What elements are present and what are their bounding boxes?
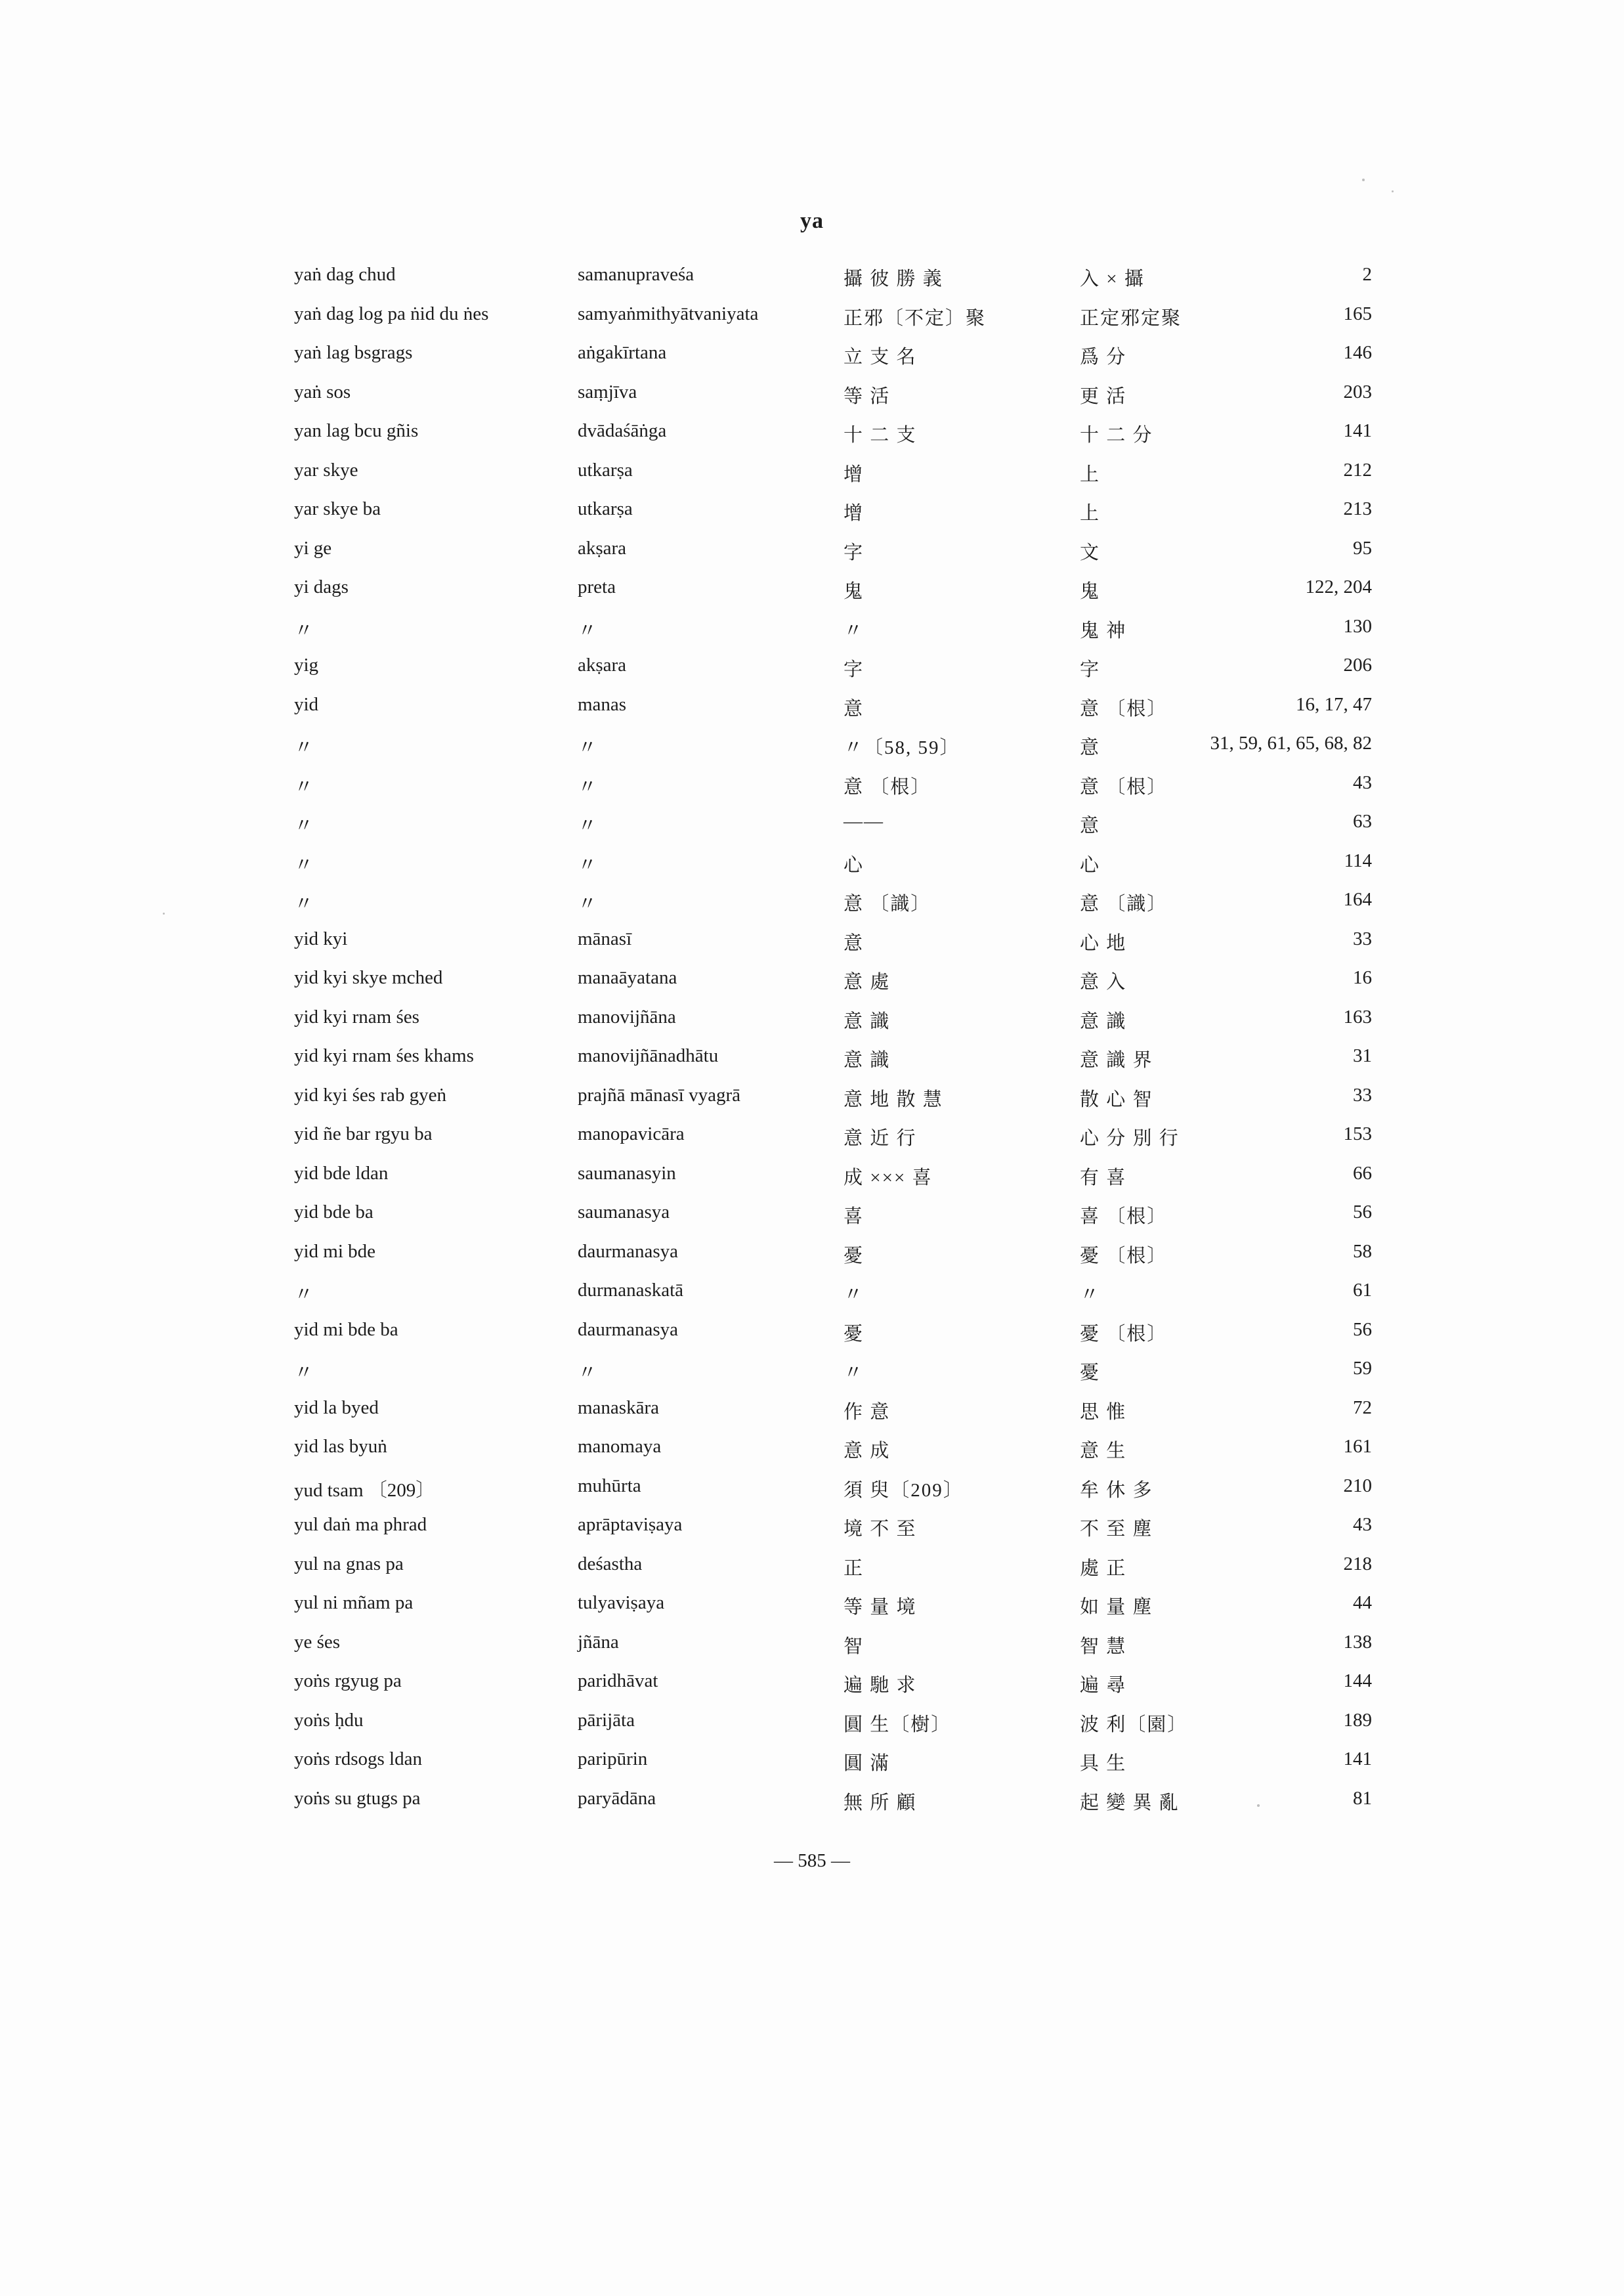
sanskrit-term: samyaṅmithyātvaniyata xyxy=(578,303,759,324)
page-reference: 95 xyxy=(1353,537,1372,559)
chinese-translation-2: 意 入 xyxy=(1080,972,1127,993)
chinese-translation-2: 正定邪定聚 xyxy=(1080,307,1182,329)
sanskrit-term: daurmanasya xyxy=(578,1240,678,1262)
chinese-translation-2: 心 地 xyxy=(1080,932,1127,954)
sanskrit-term: paryādāna xyxy=(578,1787,656,1809)
index-row xyxy=(276,1746,1392,1785)
chinese-translation-2: 憂 〔根〕 xyxy=(1080,1245,1168,1267)
index-row xyxy=(276,457,1392,496)
chinese-translation-1: 增 xyxy=(844,464,865,485)
tibetan-term: yaṅ sos xyxy=(294,381,351,402)
chinese-translation-2: 起 變 異 亂 xyxy=(1080,1792,1180,1813)
chinese-translation-1: 攝 彼 勝 義 xyxy=(844,269,943,290)
tibetan-term: yaṅ dag chud xyxy=(294,264,396,285)
index-row xyxy=(276,1043,1392,1082)
chinese-translation-2: 意 〔根〕 xyxy=(1080,776,1168,798)
chinese-translation-2: 鬼 神 xyxy=(1080,620,1127,641)
sanskrit-term: akṣara xyxy=(578,537,627,559)
page-reference: 210 xyxy=(1343,1475,1372,1496)
page-reference: 61 xyxy=(1353,1280,1372,1301)
index-row xyxy=(276,1121,1392,1160)
chinese-translation-1: 圓 生〔樹〕 xyxy=(844,1714,952,1735)
page-reference: 203 xyxy=(1343,381,1372,402)
chinese-translation-1: 等 量 境 xyxy=(844,1597,917,1618)
index-row xyxy=(276,301,1392,340)
chinese-translation-1: 意 近 行 xyxy=(844,1128,917,1149)
page-reference: 72 xyxy=(1353,1397,1372,1418)
page-reference: 81 xyxy=(1353,1787,1372,1809)
page-reference: 33 xyxy=(1353,1084,1372,1106)
chinese-translation-1: 遍 馳 求 xyxy=(844,1675,917,1696)
index-row xyxy=(276,535,1392,574)
tibetan-term: ye śes xyxy=(294,1631,341,1653)
page-reference: 138 xyxy=(1343,1631,1372,1653)
page-reference: 63 xyxy=(1353,811,1372,832)
chinese-translation-1: 十 二 支 xyxy=(844,425,917,446)
page-reference: 206 xyxy=(1343,655,1372,676)
tibetan-term: yid las byuṅ xyxy=(294,1436,387,1457)
tibetan-term: yid bde ldan xyxy=(294,1162,389,1184)
page-reference: 44 xyxy=(1353,1592,1372,1613)
index-row xyxy=(276,691,1392,731)
index-row xyxy=(276,652,1392,691)
sanskrit-term: jñāna xyxy=(578,1631,619,1653)
chinese-translation-2: 爲 分 xyxy=(1080,347,1127,368)
tibetan-term: 〃 xyxy=(294,815,314,836)
page-reference: 218 xyxy=(1343,1553,1372,1574)
chinese-translation-1: 智 xyxy=(844,1635,865,1657)
page-reference: 16 xyxy=(1353,967,1372,988)
sanskrit-term: manomaya xyxy=(578,1436,662,1457)
tibetan-term: 〃 xyxy=(294,776,314,798)
tibetan-term: yid kyi rnam śes xyxy=(294,1006,419,1028)
chinese-translation-1: 喜 xyxy=(844,1206,865,1227)
page-reference: 122, 204 xyxy=(1305,576,1372,597)
chinese-translation-2: 如 量 塵 xyxy=(1080,1597,1153,1618)
sanskrit-term: saṃjīva xyxy=(578,381,637,402)
tibetan-term: yul ni mñam pa xyxy=(294,1592,414,1613)
chinese-translation-2: 心 分 別 行 xyxy=(1080,1128,1180,1149)
chinese-translation-1: 意 〔根〕 xyxy=(844,776,931,798)
chinese-translation-1: 意 識 xyxy=(844,1050,891,1071)
chinese-translation-2: 波 利〔園〕 xyxy=(1080,1714,1188,1735)
sanskrit-term: 〃 xyxy=(578,894,597,915)
chinese-translation-2: 喜 〔根〕 xyxy=(1080,1206,1168,1227)
sanskrit-term: tulyaviṣaya xyxy=(578,1592,665,1613)
tibetan-term: yid kyi rnam śes khams xyxy=(294,1045,474,1066)
tibetan-term: yoṅs ḥdu xyxy=(294,1709,364,1731)
page-reference: 31, 59, 61, 65, 68, 82 xyxy=(1210,733,1372,754)
tibetan-term: yoṅs rgyug pa xyxy=(294,1670,402,1691)
chinese-translation-1: 〃 xyxy=(844,1362,865,1383)
chinese-translation-2: 智 慧 xyxy=(1080,1635,1127,1657)
scan-speck xyxy=(163,913,165,915)
page-reference: 164 xyxy=(1343,889,1372,910)
index-row xyxy=(276,1785,1392,1825)
tibetan-term: yid kyi skye mched xyxy=(294,967,443,988)
index-row xyxy=(276,769,1392,809)
sanskrit-term: manovijñānadhātu xyxy=(578,1045,719,1066)
sanskrit-term: preta xyxy=(578,576,616,597)
page-reference: 212 xyxy=(1343,459,1372,481)
index-row xyxy=(276,1277,1392,1316)
chinese-translation-2: 上 xyxy=(1080,503,1101,524)
index-row xyxy=(276,730,1392,769)
scan-speck xyxy=(1362,179,1365,181)
chinese-translation-2: 十 二 分 xyxy=(1080,425,1153,446)
tibetan-term: 〃 xyxy=(294,894,314,915)
page-reference: 161 xyxy=(1343,1436,1372,1457)
page-reference: 130 xyxy=(1343,615,1372,637)
index-row xyxy=(276,1707,1392,1746)
page-reference: 146 xyxy=(1343,342,1372,363)
chinese-translation-1: 字 xyxy=(844,659,865,680)
page-reference: 2 xyxy=(1362,264,1372,285)
chinese-translation-2: 入 × 攝 xyxy=(1080,269,1145,290)
sanskrit-term: akṣara xyxy=(578,655,627,676)
page-reference: 165 xyxy=(1343,303,1372,324)
index-row xyxy=(276,339,1392,379)
chinese-translation-1: 意 xyxy=(844,698,865,720)
index-row xyxy=(276,1160,1392,1200)
page-heading: ya xyxy=(800,209,824,233)
page-reference: 144 xyxy=(1343,1670,1372,1691)
chinese-translation-1: 〃 xyxy=(844,620,865,641)
chinese-translation-2: 鬼 xyxy=(1080,581,1101,602)
page-reference: 213 xyxy=(1343,498,1372,519)
page-reference: 114 xyxy=(1344,850,1372,871)
page-reference: 33 xyxy=(1353,928,1372,949)
index-row xyxy=(276,1473,1392,1512)
index-row xyxy=(276,1668,1392,1707)
sanskrit-term: muhūrta xyxy=(578,1475,641,1496)
index-row xyxy=(276,1551,1392,1590)
tibetan-term: yaṅ dag log pa ṅid du ṅes xyxy=(294,303,489,324)
page-reference: 66 xyxy=(1353,1162,1372,1184)
index-row xyxy=(276,1511,1392,1551)
chinese-translation-2: 意 識 界 xyxy=(1080,1050,1153,1071)
chinese-translation-1: 立 支 名 xyxy=(844,347,917,368)
sanskrit-term: pārijāta xyxy=(578,1709,635,1731)
chinese-translation-2: 思 惟 xyxy=(1080,1401,1127,1423)
page-reference: 141 xyxy=(1343,1748,1372,1769)
sanskrit-term: 〃 xyxy=(578,854,597,876)
tibetan-term: yar skye ba xyxy=(294,498,381,519)
sanskrit-term: saumanasya xyxy=(578,1202,670,1223)
page-reference: 43 xyxy=(1353,771,1372,793)
sanskrit-term: manovijñāna xyxy=(578,1006,676,1028)
chinese-translation-1: 意 〔識〕 xyxy=(844,894,931,915)
tibetan-term: 〃 xyxy=(294,1362,314,1383)
sanskrit-term: manaāyatana xyxy=(578,967,677,988)
tibetan-term: yar skye xyxy=(294,459,358,481)
index-table xyxy=(276,261,1392,1824)
tibetan-term: yid xyxy=(294,693,319,715)
index-row xyxy=(276,1629,1392,1668)
chinese-translation-2: 意 xyxy=(1080,737,1101,758)
chinese-translation-1: 意 識 xyxy=(844,1010,891,1032)
tibetan-term: yid mi bde xyxy=(294,1240,376,1262)
index-row xyxy=(276,574,1392,613)
index-row xyxy=(276,808,1392,848)
chinese-translation-2: 心 xyxy=(1080,854,1101,876)
index-row xyxy=(276,1082,1392,1121)
chinese-translation-1: 意 成 xyxy=(844,1440,891,1462)
tibetan-term: yul daṅ ma phrad xyxy=(294,1514,427,1535)
tibetan-term: yi ge xyxy=(294,537,332,559)
chinese-translation-2: 遍 尋 xyxy=(1080,1675,1127,1696)
page-reference: 16, 17, 47 xyxy=(1296,693,1372,715)
sanskrit-term: saumanasyin xyxy=(578,1162,676,1184)
sanskrit-term: paripūrin xyxy=(578,1748,648,1769)
sanskrit-term: aṅgakīrtana xyxy=(578,342,667,363)
sanskrit-term: prajñā mānasī vyagrā xyxy=(578,1084,741,1106)
index-row xyxy=(276,1395,1392,1434)
tibetan-term: yid mi bde ba xyxy=(294,1318,398,1340)
index-row xyxy=(276,1590,1392,1629)
chinese-translation-2: 意 〔根〕 xyxy=(1080,698,1168,720)
chinese-translation-1: 境 不 至 xyxy=(844,1519,917,1540)
tibetan-term: yoṅs rdsogs ldan xyxy=(294,1748,422,1769)
sanskrit-term: 〃 xyxy=(578,737,597,758)
sanskrit-term: 〃 xyxy=(578,620,597,641)
index-row xyxy=(276,261,1392,301)
index-row xyxy=(276,613,1392,653)
tibetan-term: yaṅ lag bsgrags xyxy=(294,342,413,363)
page-reference: 59 xyxy=(1353,1358,1372,1379)
chinese-translation-1: 正邪〔不定〕聚 xyxy=(844,307,987,329)
sanskrit-term: paridhāvat xyxy=(578,1670,658,1691)
index-row xyxy=(276,1316,1392,1356)
index-row xyxy=(276,886,1392,926)
chinese-translation-1: 意 地 散 慧 xyxy=(844,1089,943,1110)
chinese-translation-2: 意 xyxy=(1080,815,1101,836)
chinese-translation-1: 憂 xyxy=(844,1323,865,1345)
index-row xyxy=(276,1355,1392,1395)
chinese-translation-1: 〃 xyxy=(844,1284,865,1305)
index-row xyxy=(276,418,1392,457)
sanskrit-term: utkarṣa xyxy=(578,498,633,519)
index-row xyxy=(276,1433,1392,1473)
chinese-translation-2: 憂 xyxy=(1080,1362,1101,1383)
index-row xyxy=(276,848,1392,887)
index-row xyxy=(276,926,1392,965)
chinese-translation-2: 具 生 xyxy=(1080,1753,1127,1774)
chinese-translation-2: 處 正 xyxy=(1080,1557,1127,1579)
tibetan-term: yid bde ba xyxy=(294,1202,374,1223)
tibetan-term: yud tsam 〔209〕 xyxy=(294,1479,435,1501)
page-number: — 585 — xyxy=(774,1850,850,1871)
tibetan-term: yid la byed xyxy=(294,1397,379,1418)
chinese-translation-2: 散 心 智 xyxy=(1080,1089,1153,1110)
tibetan-term: yul na gnas pa xyxy=(294,1553,404,1574)
chinese-translation-1: 字 xyxy=(844,542,865,563)
tibetan-term: 〃 xyxy=(294,737,314,758)
chinese-translation-1: 〃〔58, 59〕 xyxy=(844,737,960,758)
sanskrit-term: deśastha xyxy=(578,1553,643,1574)
index-row xyxy=(276,379,1392,418)
tibetan-term: yoṅs su gtugs pa xyxy=(294,1787,421,1809)
index-row xyxy=(276,1238,1392,1278)
chinese-translation-1: 增 xyxy=(844,503,865,524)
sanskrit-term: 〃 xyxy=(578,1362,597,1383)
chinese-translation-1: 無 所 顧 xyxy=(844,1792,917,1813)
tibetan-term: 〃 xyxy=(294,620,314,641)
sanskrit-term: 〃 xyxy=(578,815,597,836)
sanskrit-term: dvādaśāṅga xyxy=(578,420,667,441)
sanskrit-term: 〃 xyxy=(578,776,597,798)
chinese-translation-1: 成 ××× 喜 xyxy=(844,1167,933,1188)
page-reference: 56 xyxy=(1353,1202,1372,1223)
sanskrit-term: mānasī xyxy=(578,928,632,949)
chinese-translation-2: 憂 〔根〕 xyxy=(1080,1323,1168,1345)
chinese-translation-1: 須 臾〔209〕 xyxy=(844,1479,964,1501)
tibetan-term: 〃 xyxy=(294,854,314,876)
page-reference: 43 xyxy=(1353,1514,1372,1535)
page-reference: 189 xyxy=(1343,1709,1372,1731)
chinese-translation-1: 鬼 xyxy=(844,581,865,602)
page-reference: 163 xyxy=(1343,1006,1372,1028)
chinese-translation-2: 意 生 xyxy=(1080,1440,1127,1462)
tibetan-term: yig xyxy=(294,655,319,676)
sanskrit-term: durmanaskatā xyxy=(578,1280,684,1301)
tibetan-term: yid ñe bar rgyu ba xyxy=(294,1123,433,1144)
chinese-translation-2: 不 至 塵 xyxy=(1080,1519,1153,1540)
page-reference: 56 xyxy=(1353,1318,1372,1340)
chinese-translation-2: 字 xyxy=(1080,659,1101,680)
sanskrit-term: daurmanasya xyxy=(578,1318,678,1340)
sanskrit-term: manas xyxy=(578,693,627,715)
index-row xyxy=(276,496,1392,535)
chinese-translation-2: 牟 休 多 xyxy=(1080,1479,1153,1501)
chinese-translation-1: 正 xyxy=(844,1557,865,1579)
tibetan-term: yid kyi xyxy=(294,928,348,949)
chinese-translation-1: 意 處 xyxy=(844,972,891,993)
sanskrit-term: utkarṣa xyxy=(578,459,633,481)
sanskrit-term: samanupraveśa xyxy=(578,264,694,285)
chinese-translation-2: 上 xyxy=(1080,464,1101,485)
tibetan-term: yi dags xyxy=(294,576,349,597)
chinese-translation-2: 文 xyxy=(1080,542,1101,563)
page-reference: 31 xyxy=(1353,1045,1372,1066)
chinese-translation-1: —— xyxy=(844,811,884,832)
page-reference: 153 xyxy=(1343,1123,1372,1144)
page-reference: 58 xyxy=(1353,1240,1372,1262)
chinese-translation-1: 心 xyxy=(844,854,865,876)
chinese-translation-2: 〃 xyxy=(1080,1284,1101,1305)
index-row xyxy=(276,1199,1392,1238)
chinese-translation-1: 憂 xyxy=(844,1245,865,1267)
sanskrit-term: manaskāra xyxy=(578,1397,659,1418)
scan-speck xyxy=(1392,190,1394,192)
index-row xyxy=(276,964,1392,1004)
chinese-translation-1: 意 xyxy=(844,932,865,954)
chinese-translation-2: 意 〔識〕 xyxy=(1080,894,1168,915)
chinese-translation-1: 作 意 xyxy=(844,1401,891,1423)
chinese-translation-2: 更 活 xyxy=(1080,385,1127,407)
chinese-translation-1: 圓 滿 xyxy=(844,1753,891,1774)
sanskrit-term: manopavicāra xyxy=(578,1123,685,1144)
tibetan-term: yan lag bcu gñis xyxy=(294,420,419,441)
index-row xyxy=(276,1004,1392,1043)
sanskrit-term: aprāptaviṣaya xyxy=(578,1514,683,1535)
tibetan-term: 〃 xyxy=(294,1284,314,1305)
tibetan-term: yid kyi śes rab gyeṅ xyxy=(294,1084,446,1106)
chinese-translation-2: 意 識 xyxy=(1080,1010,1127,1032)
chinese-translation-2: 有 喜 xyxy=(1080,1167,1127,1188)
page-reference: 141 xyxy=(1343,420,1372,441)
chinese-translation-1: 等 活 xyxy=(844,385,891,407)
